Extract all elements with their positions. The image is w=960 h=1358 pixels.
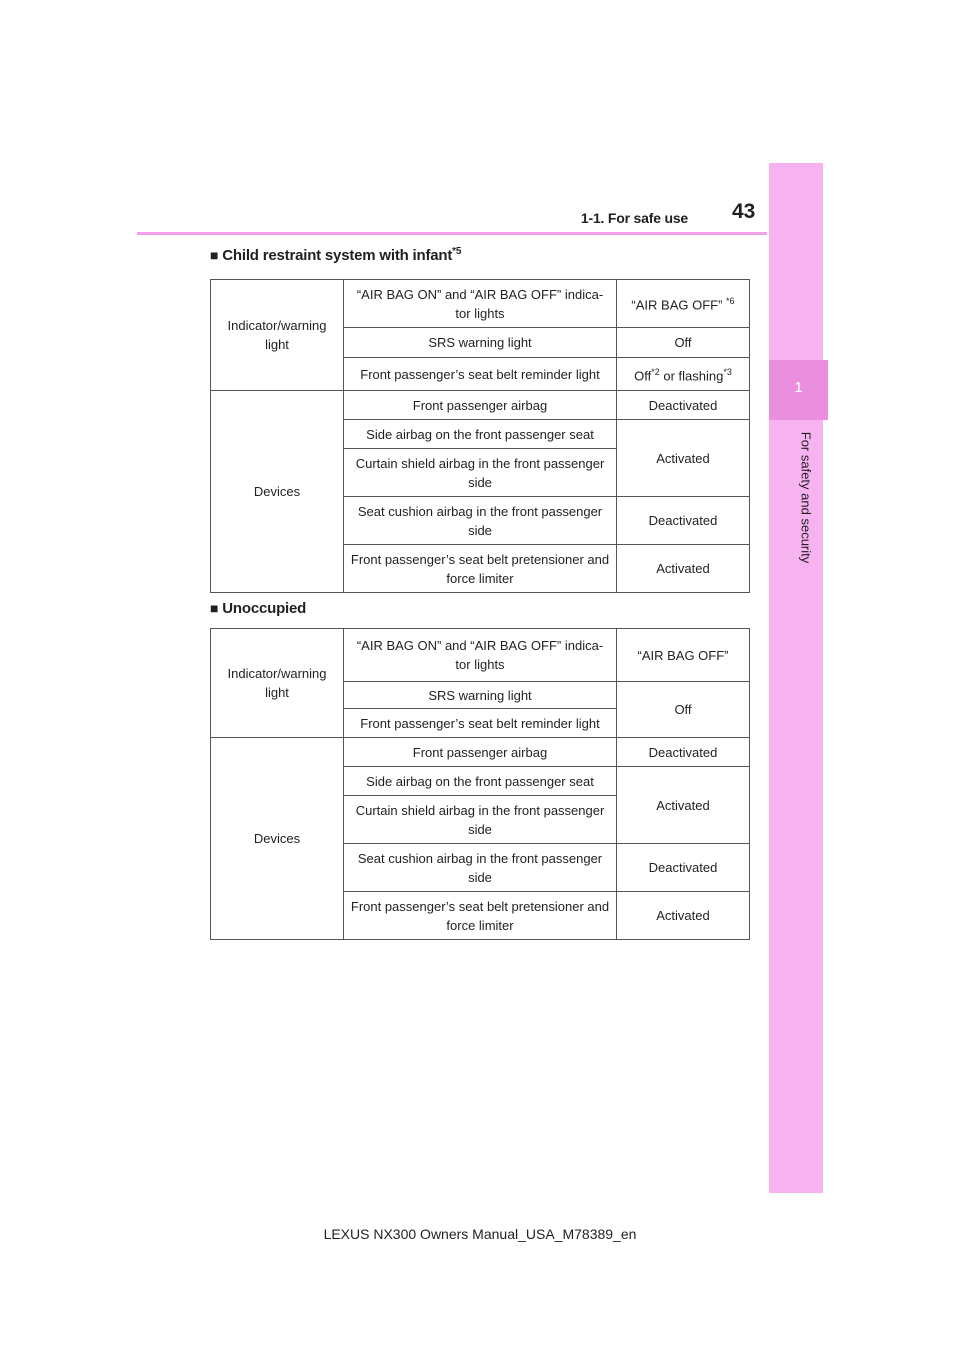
unoccupied-status-table bbox=[210, 628, 750, 940]
pretensioner-value: Activated bbox=[617, 545, 750, 593]
chapter-title: For safety and security bbox=[798, 431, 814, 564]
devices-group-cell: Devices bbox=[211, 391, 344, 593]
cushion-airbag-value: Deactivated bbox=[617, 844, 750, 892]
indicator-group-cell: Indicator/warning light bbox=[211, 629, 344, 738]
airbag-lights-label: “AIR BAG ON” and “AIR BAG OFF” indica- tor lights bbox=[344, 629, 617, 682]
devices-group-cell: Devices bbox=[211, 738, 344, 940]
belt-reminder-label: Front passenger’s seat belt reminder light bbox=[344, 709, 617, 738]
srs-belt-value: Off bbox=[617, 682, 750, 738]
chapter-number: 1 bbox=[769, 360, 828, 420]
footnote-ref: *3 bbox=[723, 366, 732, 377]
cushion-airbag-label: Seat cushion airbag in the front passenger side bbox=[344, 844, 617, 892]
pretensioner-label: Front passenger’s seat belt pretensioner and force limiter bbox=[344, 545, 617, 593]
square-bullet-icon: ■ bbox=[210, 600, 219, 616]
side-airbag-label: Side airbag on the front passenger seat bbox=[344, 767, 617, 796]
srs-light-value: Off bbox=[617, 328, 750, 358]
pretensioner-label: Front passenger’s seat belt pretensioner and force limiter bbox=[344, 892, 617, 940]
footnote-ref: *2 bbox=[651, 366, 660, 377]
heading-text: Child restraint system with infant bbox=[222, 247, 453, 264]
header-rule bbox=[137, 232, 767, 235]
airbag-lights-label: “AIR BAG ON” and “AIR BAG OFF” indica- tor lights bbox=[344, 280, 617, 328]
table-row bbox=[211, 629, 750, 682]
side-curtain-value: Activated bbox=[617, 420, 750, 497]
cushion-airbag-label: Seat cushion airbag in the front passenger side bbox=[344, 497, 617, 545]
footnote-ref: *6 bbox=[726, 296, 735, 307]
footer-manual-id: LEXUS NX300 Owners Manual_USA_M78389_en bbox=[323, 1226, 637, 1242]
cushion-airbag-value: Deactivated bbox=[617, 497, 750, 545]
table-row bbox=[211, 391, 750, 420]
table-row bbox=[211, 280, 750, 328]
srs-light-label: SRS warning light bbox=[344, 682, 617, 709]
section-heading-infant bbox=[210, 246, 461, 264]
infant-status-table bbox=[210, 279, 750, 593]
footnote-ref: *5 bbox=[452, 246, 462, 257]
belt-reminder-value: Off$^{*2}$ or flashing$^{*3}$ bbox=[617, 358, 750, 391]
page-number: 43 bbox=[732, 200, 756, 223]
front-airbag-label: Front passenger airbag bbox=[344, 738, 617, 767]
front-airbag-value: Deactivated bbox=[617, 391, 750, 420]
curtain-airbag-label: Curtain shield airbag in the front passenger side bbox=[344, 449, 617, 497]
heading-text: Unoccupied bbox=[222, 600, 307, 617]
front-airbag-label: Front passenger airbag bbox=[344, 391, 617, 420]
pretensioner-value: Activated bbox=[617, 892, 750, 940]
section-heading-unoccupied bbox=[210, 600, 306, 617]
srs-light-label: SRS warning light bbox=[344, 328, 617, 358]
square-bullet-icon: ■ bbox=[210, 247, 219, 263]
airbag-lights-value: “AIR BAG OFF” bbox=[617, 629, 750, 682]
side-curtain-value: Activated bbox=[617, 767, 750, 844]
section-title: 1-1. For safe use bbox=[580, 210, 688, 226]
airbag-lights-value: “AIR BAG OFF” $^{*6}$ bbox=[617, 280, 750, 328]
side-airbag-label: Side airbag on the front passenger seat bbox=[344, 420, 617, 449]
belt-reminder-label: Front passenger’s seat belt reminder light bbox=[344, 358, 617, 391]
table-row bbox=[211, 738, 750, 767]
chapter-side-tab bbox=[769, 163, 823, 1193]
curtain-airbag-label: Curtain shield airbag in the front passenger side bbox=[344, 796, 617, 844]
indicator-group-cell: Indicator/warning light bbox=[211, 280, 344, 391]
front-airbag-value: Deactivated bbox=[617, 738, 750, 767]
